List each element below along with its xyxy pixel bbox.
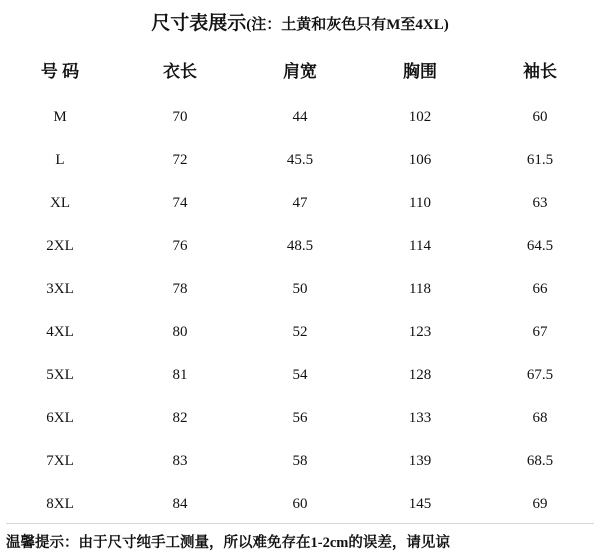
footer-note [0,523,600,552]
cell-size: L [55,152,65,168]
footer-divider [6,523,594,524]
table-header [0,45,600,96]
cell-length: 84 [172,496,188,512]
cell-bust: 110 [409,195,431,211]
page-title-text: 尺寸表展示 [151,13,247,34]
column-header-bust: 胸围 [403,62,437,81]
cell-shoulder: 56 [292,410,308,426]
cell-bust: 123 [408,324,432,340]
table-row [0,268,600,311]
cell-size: M [53,109,67,125]
cell-bust: 106 [408,152,432,168]
column-header-shoulder: 肩宽 [283,62,317,81]
cell-size: 5XL [46,367,74,383]
cell-bust: 102 [408,109,432,125]
cell-bust: 139 [408,453,432,469]
cell-size: XL [50,195,70,211]
cell-sleeve: 68 [532,410,548,426]
cell-sleeve: 66 [532,281,548,297]
cell-bust: 114 [409,238,431,254]
table-header-row [0,45,600,96]
size-table [0,45,600,526]
page-title [0,0,600,35]
table-body [0,96,600,526]
cell-shoulder: 44 [292,109,308,125]
cell-length: 82 [172,410,188,426]
cell-size: 3XL [46,281,74,297]
table-row [0,96,600,139]
cell-length: 70 [172,109,188,125]
cell-bust: 145 [408,496,432,512]
cell-length: 72 [172,152,188,168]
cell-shoulder: 58 [292,453,308,469]
table-row [0,182,600,225]
cell-bust: 118 [409,281,431,297]
cell-shoulder: 54 [292,367,308,383]
cell-size: 2XL [46,238,74,254]
table-row [0,397,600,440]
footer-note-text: 温馨提示：由于尺寸纯手工测量，所以难免存在1-2cm的误差，请见谅 [6,535,450,551]
cell-length: 80 [172,324,188,340]
cell-sleeve: 63 [532,195,548,211]
table-row [0,311,600,354]
cell-shoulder: 50 [292,281,308,297]
table-row [0,354,600,397]
table-row [0,139,600,182]
cell-bust: 133 [408,410,432,426]
cell-sleeve: 68.5 [526,453,554,469]
cell-size: 4XL [46,324,74,340]
cell-size: 8XL [46,496,74,512]
cell-length: 78 [172,281,188,297]
table-row [0,225,600,268]
cell-sleeve: 61.5 [526,152,554,168]
cell-length: 81 [172,367,188,383]
cell-shoulder: 60 [292,496,308,512]
cell-sleeve: 69 [532,496,548,512]
table-row [0,483,600,526]
cell-bust: 128 [408,367,432,383]
cell-shoulder: 48.5 [286,238,314,254]
cell-size: 6XL [46,410,74,426]
cell-sleeve: 67.5 [526,367,554,383]
cell-sleeve: 67 [532,324,548,340]
cell-shoulder: 52 [292,324,308,340]
cell-shoulder: 45.5 [286,152,314,168]
column-header-size: 号 码 [40,62,80,81]
table-row [0,440,600,483]
page-title-note: (注：土黄和灰色只有M至4XL) [246,17,449,33]
cell-size: 7XL [46,453,74,469]
column-header-length: 衣长 [163,62,197,81]
cell-length: 83 [172,453,188,469]
cell-sleeve: 60 [532,109,548,125]
cell-length: 74 [172,195,188,211]
cell-shoulder: 47 [292,195,308,211]
column-header-sleeve: 袖长 [523,62,557,81]
cell-length: 76 [172,238,188,254]
cell-sleeve: 64.5 [526,238,554,254]
